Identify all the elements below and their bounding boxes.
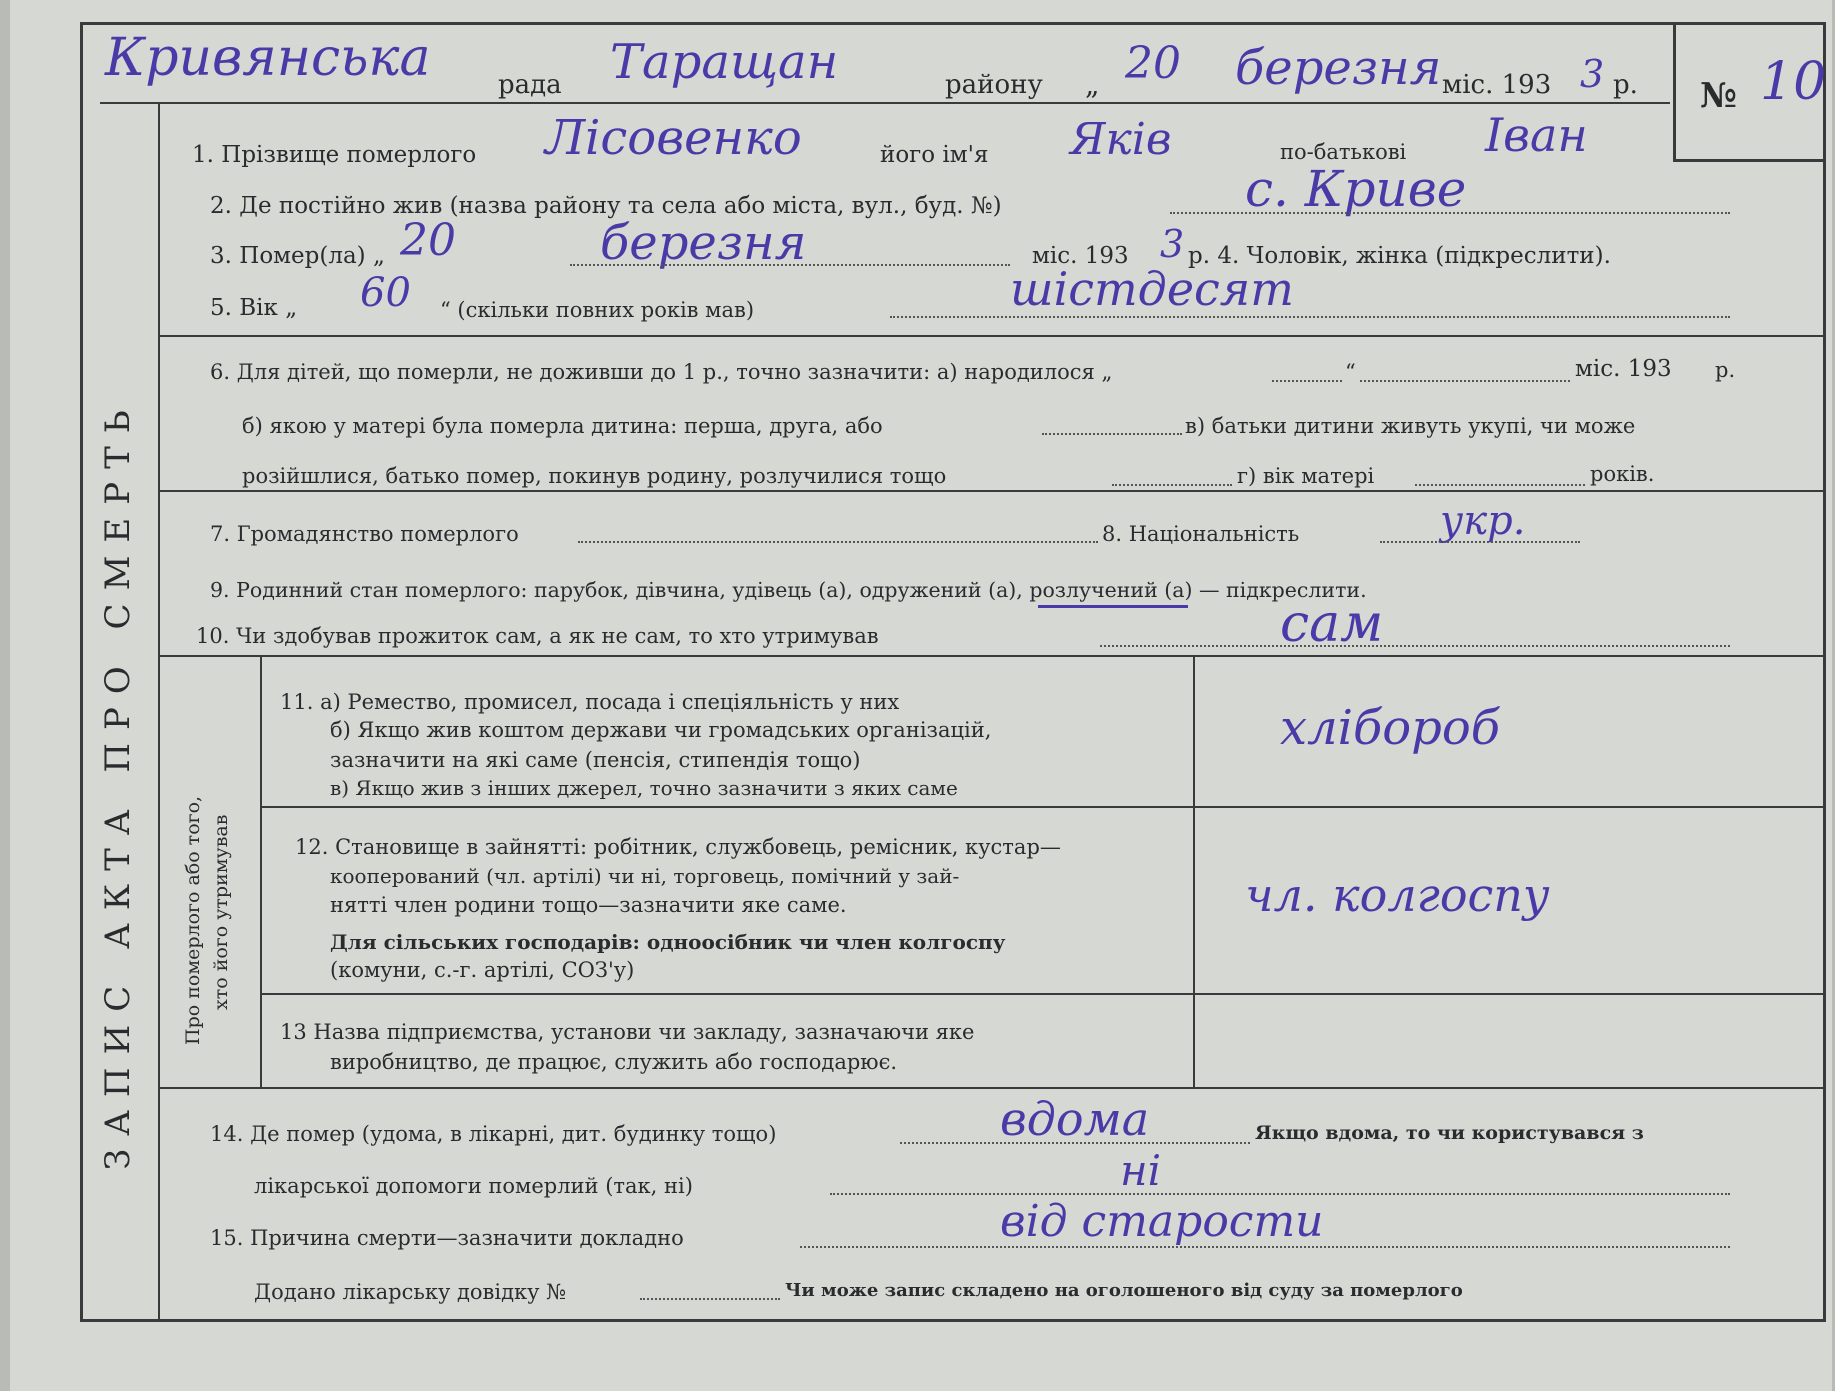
f11-line4: в) Якщо жив з інших джерел, точно зазначити з яких саме [330,776,958,800]
f3-day-hw: 20 [400,215,456,266]
f7-dots [578,541,1098,543]
f6-line3b: г) вік матері [1237,464,1375,488]
f8-dots [1380,541,1580,543]
quote-open: „ [1085,68,1100,101]
f11-occupation-hw: хлібороб [1280,700,1501,756]
inner-vertical-2: хто його утримував [210,814,232,1010]
f11-line1: 11. а) Ремество, промисел, посада і спеціяльність у них [280,690,900,714]
f5-dots [890,316,1730,318]
f10-sustenance-hw: сам [1280,594,1384,654]
f6-dots-3 [1042,433,1182,435]
f5-age-hw: 60 [360,270,411,316]
f3-month-hw: березня [600,215,807,271]
f5-label: 5. Вік „ [210,295,298,321]
f15-cause-hw: від старости [1000,1196,1324,1247]
divider-3 [160,655,1826,657]
f8-nationality-hw: укр. [1440,498,1526,544]
f9-odruzhenyi-underline [1038,605,1188,608]
f3-label: 3. Помер(ла) „ [210,243,385,269]
inner-divider-2 [260,993,1826,995]
f3-year-hw: 3 [1160,222,1185,266]
f6-dots-1 [1272,380,1342,382]
last-dots [640,1298,780,1300]
header-r: р. [1613,70,1638,100]
f10-label: 10. Чи здобував прожиток сам, а як не сам, то хто утримував [196,624,879,648]
f15-dots [800,1246,1730,1248]
divider-1 [160,335,1826,337]
death-record-form [10,0,1832,1391]
rayonu-label: району [945,70,1043,100]
header-year-hw: 3 [1580,52,1605,96]
f10-dots [1100,645,1730,647]
f8-label: 8. Національність [1102,522,1300,546]
f14-dots-2 [830,1193,1730,1195]
answer-col-divider [1193,657,1195,1087]
f6-line2b: в) батьки дитини живуть укупі, чи може [1185,414,1636,438]
f3-mis: міс. 193 [1032,243,1129,269]
number-label: № [1700,76,1737,116]
f6-line3a: розійшлися, батько помер, покинув родину, розлучилися тощо [242,464,947,488]
header-mis-193: міс. 193 [1442,70,1552,100]
left-strip-divider [158,103,160,1320]
divider-2 [160,490,1826,492]
f1-name-hw: Яків [1070,114,1172,165]
f1-surname-hw: Лісовенко [545,110,802,166]
f6-dots-5 [1415,484,1585,486]
inner-strip-divider [260,657,262,1087]
f14-medical-hw: ні [1120,1146,1162,1195]
f12-line3: нятті член родини тощо—зазначити яке саме. [330,893,847,917]
f6-dots-2 [1360,380,1570,382]
inner-vertical-1: Про померлого або того, [182,795,204,1045]
last-line-a: Додано лікарську довідку № [254,1280,567,1304]
f2-residence-hw: с. Криве [1245,160,1467,218]
f1-patronymic-label: по-батькові [1280,140,1407,164]
f14-line2: лікарської допомоги померлий (так, ні) [254,1174,693,1198]
vertical-title: ЗАПИС АКТА ПРО СМЕРТЬ [98,397,138,1170]
f11-line3: зазначити на які саме (пенсія, стипендія тощо) [330,748,861,772]
f2-dots [1170,212,1730,214]
f14-rest: Якщо вдома, то чи користувався з [1255,1122,1644,1144]
f6-line1: 6. Для дітей, що померли, не доживши до 1 р., точно зазначити: а) народилося „ [210,360,1113,384]
rada-label: рада [498,70,562,100]
f6-line1-r: р. [1715,358,1736,382]
last-line-b: Чи може запис складено на оголошеного від суду за померлого [785,1280,1463,1301]
f1-label: 1. Прізвище померлого [192,142,477,168]
f13-line2: виробництво, де працює, служить або господарює. [330,1050,898,1074]
f14-place-hw: вдома [1000,1092,1150,1146]
header-month-hw: березня [1235,40,1442,96]
district-name-hw: Таращан [610,34,839,90]
f6-line1-mis: міс. 193 [1575,356,1672,382]
f3-dots [570,264,1010,266]
f6-line2a: б) якою у матері була померла дитина: перша, друга, або [242,414,883,438]
header-underline [100,102,1670,104]
f11-line2: б) Якщо жив коштом держави чи громадських організацій, [330,718,992,742]
f14-label: 14. Де помер (удома, в лікарні, дит. будинку тощо) [210,1122,777,1146]
f5-age-words-hw: шістдесят [1010,262,1294,316]
f12-employment-hw: чл. колгоспу [1245,868,1550,922]
f5-rest: “ (скільки повних років мав) [440,298,755,322]
f13-line1: 13 Назва підприємства, установи чи закладу, зазначаючи яке [280,1020,975,1044]
f12-line1: 12. Становище в зайнятті: робітник, службовець, ремісник, кустар— [295,835,1061,859]
f6-dots-4 [1112,484,1232,486]
record-number-hw: 10 [1760,52,1827,112]
header-day-hw: 20 [1125,38,1181,89]
f12-line5: (комуни, с.-г. артілі, СОЗ'у) [330,958,635,982]
f12-line4: Для сільських господарів: одноосібник чи член колгоспу [330,930,1006,954]
f6-line1-quote: “ [1345,360,1356,384]
inner-divider-1 [260,806,1826,808]
f1-patronymic-hw: Іван [1485,108,1588,162]
f1-name-label: його ім'я [880,142,989,168]
f6-line3c: років. [1590,462,1655,486]
council-name-hw: Кривянська [105,28,431,88]
f15-label: 15. Причина смерти—зазначити докладно [210,1226,684,1250]
f9-label: 9. Родинний стан померлого: парубок, дівчина, удівець (а), одружений (а), розлучений (а) — підкреслити. [210,578,1367,602]
f12-line2: кооперований (чл. артілі) чи ні, торговець, помічний у зай- [330,864,960,888]
f7-label: 7. Громадянство померлого [210,522,519,546]
f2-label: 2. Де постійно жив (назва району та села або міста, вул., буд. №) [210,193,1002,219]
f14-dots [900,1142,1250,1144]
f3-rest: р. 4. Чоловік, жінка (підкреслити). [1188,243,1611,269]
divider-4 [160,1087,1826,1089]
